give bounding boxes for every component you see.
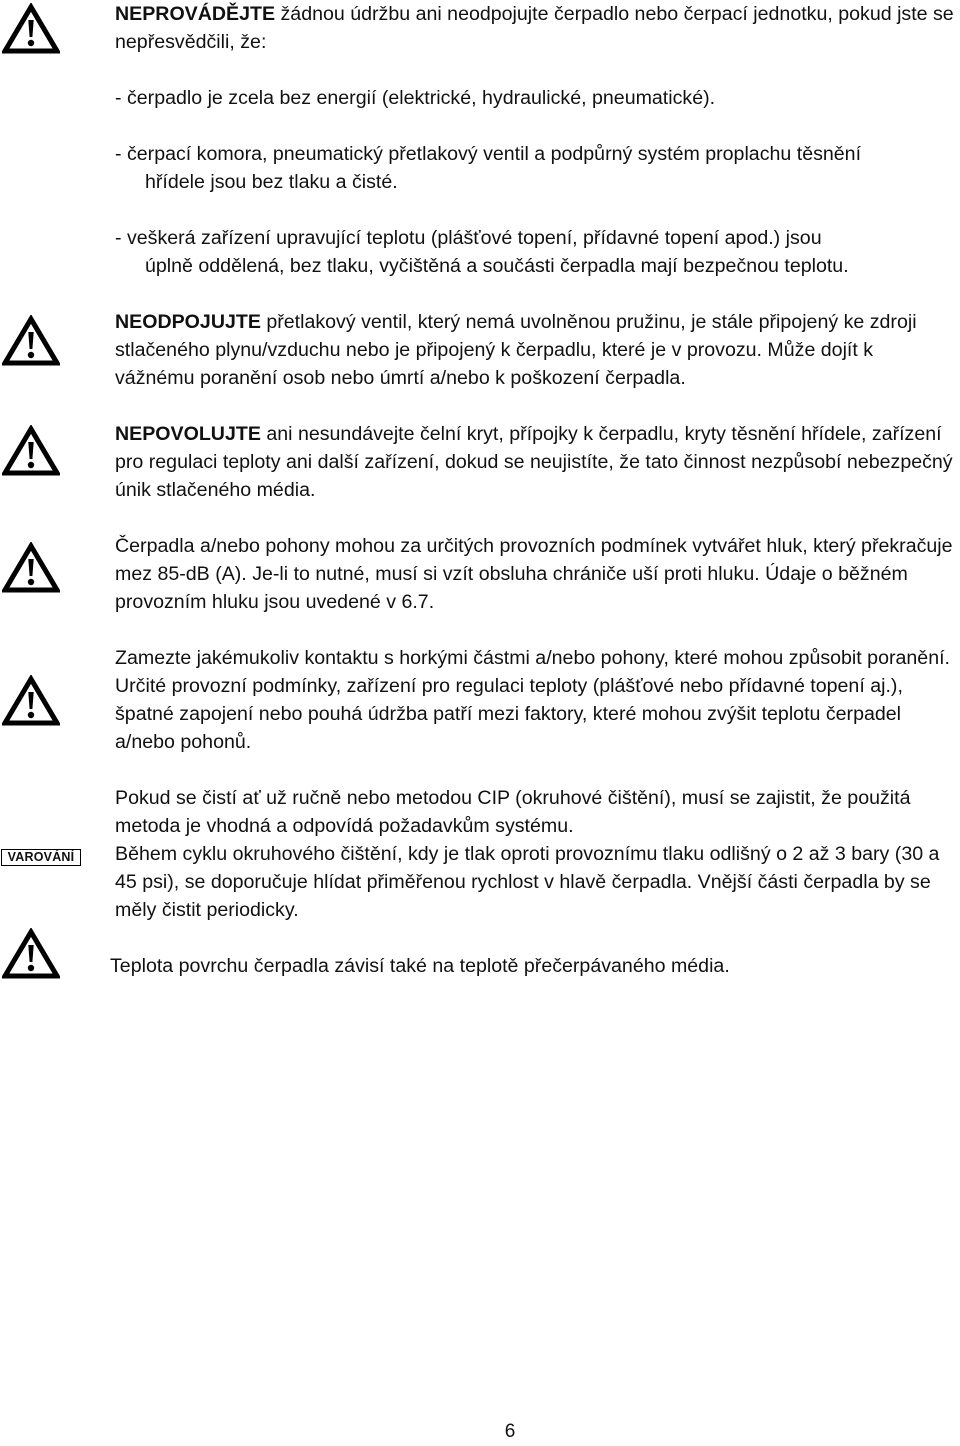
warning-triangle-icon bbox=[2, 425, 60, 477]
condition-item bbox=[115, 224, 957, 252]
maintenance-intro bbox=[115, 0, 957, 56]
warning-triangle-icon bbox=[2, 542, 60, 594]
section-hot-parts bbox=[115, 644, 957, 756]
section-cleaning bbox=[115, 784, 957, 924]
caution-badge: VAROVÁNÍ bbox=[1, 849, 81, 866]
section-maintenance-warning bbox=[115, 0, 957, 280]
section-surface-temperature bbox=[110, 952, 952, 980]
condition-item bbox=[115, 140, 957, 168]
maintenance-lead: NEPROVÁDĚJTE bbox=[115, 3, 276, 25]
warning-triangle-icon bbox=[2, 928, 60, 980]
cip-cycle-text: Během cyklu okruhového čištění, kdy je tlak oproti provoznímu tlaku odlišný o 2 až 3 bary (30 a 45 psi), se doporučuje hlídat přiměřenou rychlost v hlavě čerpadla. Vnější části čerpadla by se měly čistit periodicky. bbox=[115, 843, 940, 921]
section-noise bbox=[115, 532, 957, 616]
front-cover-lead: NEPOVOLUJTE bbox=[115, 423, 261, 445]
noise-text: Čerpadla a/nebo pohony mohou za určitých provozních podmínek vytvářet hluk, který překračuje mez 85-dB (A). Je-li to nutné, musí si vzít obsluha chrániče uší proti hluku. Údaje o běžném provozním hluku jsou uvedené v 6.7. bbox=[115, 535, 953, 613]
condition-item-text: - veškerá zařízení upravující teplotu (plášťové topení, přídavné topení apod.) jsou bbox=[115, 227, 822, 249]
section-relief-valve bbox=[115, 308, 957, 392]
warning-triangle-icon bbox=[2, 675, 60, 727]
maintenance-text: žádnou údržbu ani neodpojujte čerpadlo nebo čerpací jednotku, pokud jste se nepřesvědčili, že: bbox=[115, 3, 954, 53]
surface-temperature-text: Teplota povrchu čerpadla závisí také na teplotě přečerpávaného média. bbox=[110, 955, 730, 977]
warning-triangle-icon bbox=[2, 315, 60, 367]
page-number: 6 bbox=[504, 1421, 516, 1442]
front-cover-text: ani nesundávejte čelní kryt, přípojky k čerpadlu, kryty těsnění hřídele, zařízení pro regulaci teploty ani další zařízení, dokud se neujistíte, že tato činnost nezpůsobí nebezpečný únik stlačeného média. bbox=[115, 423, 953, 501]
relief-valve-lead: NEODPOJUJTE bbox=[115, 311, 261, 333]
condition-item-continuation: hřídele jsou bez tlaku a čisté. bbox=[145, 171, 398, 193]
condition-item-text: - čerpací komora, pneumatický přetlakový ventil a podpůrný systém proplachu těsnění bbox=[115, 143, 862, 165]
condition-item-continuation: úplně oddělená, bez tlaku, vyčištěná a součásti čerpadla mají bezpečnou teplotu. bbox=[145, 255, 849, 277]
condition-item bbox=[115, 84, 957, 112]
relief-valve-text: přetlakový ventil, který nemá uvolněnou pružinu, je stále připojený ke zdroji stlačeného plynu/vzduchu nebo je připojený k čerpadlu, které je v provozu. Může dojít k vážnému poranění osob nebo úmrtí a/nebo k poškození čerpadla. bbox=[115, 311, 917, 389]
section-front-cover bbox=[115, 420, 957, 504]
hot-parts-text: Zamezte jakémukoliv kontaktu s horkými částmi a/nebo pohony, které mohou způsobit poranění. Určité provozní podmínky, zařízení pro regulaci teploty (plášťové nebo přídavné topení aj.), špatné zapojení nebo pouhá údržba patří mezi faktory, které mohou zvýšit teplotu čerpadel a/nebo pohonů. bbox=[115, 647, 950, 753]
cleaning-text: Pokud se čistí ať už ručně nebo metodou CIP (okruhové čištění), musí se zajistit, že použitá metoda je vhodná a odpovídá požadavkům systému. bbox=[115, 787, 911, 837]
condition-item-text: - čerpadlo je zcela bez energií (elektrické, hydraulické, pneumatické). bbox=[115, 87, 716, 109]
warning-triangle-icon bbox=[2, 3, 60, 55]
